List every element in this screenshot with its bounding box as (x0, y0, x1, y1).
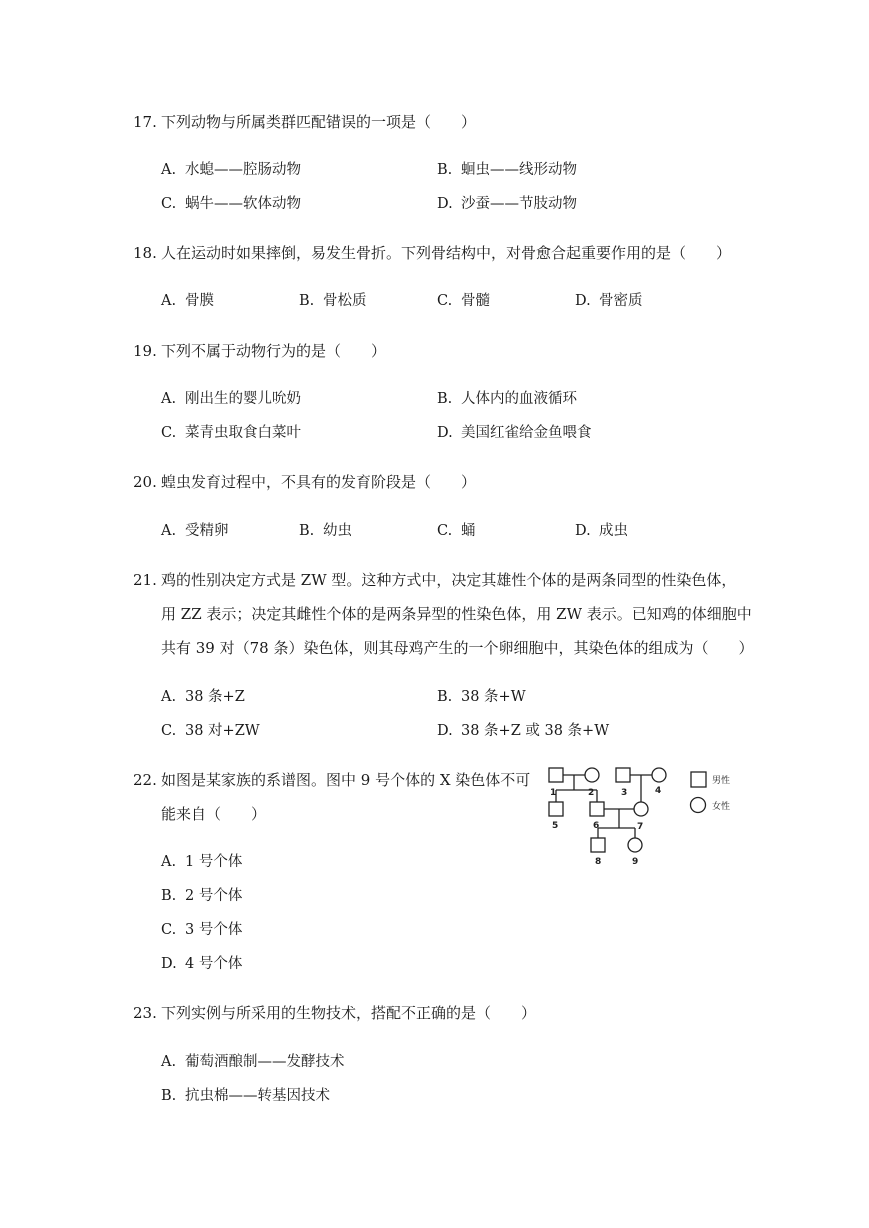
individual-1-male-symbol (549, 768, 563, 782)
option-a (161, 389, 301, 409)
question-stem: 人在运动时如果摔倒，易发生骨折。下列骨结构中，对骨愈合起重要作用的是（ ） (161, 244, 732, 262)
option-text: 38 条+Z 或 38 条+W (461, 723, 610, 739)
option-b (437, 160, 577, 180)
option-c (161, 721, 260, 741)
option-text: 38 条+Z (185, 689, 245, 705)
option-text: 水螅——腔肠动物 (185, 162, 301, 178)
option-c (161, 423, 301, 443)
individual-7-female-symbol (634, 802, 648, 816)
option-d (437, 194, 577, 214)
option-text: 蛔虫——线形动物 (461, 162, 577, 178)
option-d (575, 521, 628, 541)
option-letter: B. (437, 689, 453, 705)
question-stem-line-1: 如图是某家族的系谱图。图中 9 号个体的 X 染色体不可 (161, 771, 531, 789)
option-letter: C. (161, 723, 177, 739)
label-3: 3 (621, 788, 628, 798)
option-text: 4 号个体 (185, 956, 243, 972)
option-text: 骨松质 (323, 293, 367, 309)
option-letter: D. (437, 196, 453, 212)
option-text: 骨密质 (599, 293, 643, 309)
option-b (437, 687, 526, 707)
question-stem: 蝗虫发育过程中，不具有的发育阶段是（ ） (161, 473, 477, 491)
option-a (161, 521, 229, 541)
option-text: 菜青虫取食白菜叶 (185, 425, 301, 441)
option-text: 38 对+ZW (185, 723, 260, 739)
option-d (437, 423, 592, 443)
option-letter: C. (161, 922, 177, 938)
option-letter: B. (437, 391, 453, 407)
option-letter: D. (575, 523, 591, 539)
question-number: 17. (133, 113, 157, 131)
question-20 (133, 472, 476, 492)
question-stem: 下列动物与所属类群匹配错误的一项是（ ） (161, 113, 477, 131)
option-letter: D. (575, 293, 591, 309)
option-letter: B. (299, 523, 315, 539)
question-number: 21. (133, 571, 157, 589)
option-text: 蛹 (461, 523, 476, 539)
option-text: 沙蚕——节肢动物 (461, 196, 577, 212)
option-a (161, 687, 245, 707)
option-text: 抗虫棉——转基因技术 (185, 1088, 330, 1104)
option-text: 美国红雀给金鱼喂食 (461, 425, 592, 441)
option-c (437, 291, 490, 311)
question-number: 19. (133, 342, 157, 360)
option-letter: C. (437, 523, 453, 539)
question-stem-line-1: 鸡的性别决定方式是 ZW 型。这种方式中，决定其雄性个体的是两条同型的性染色体， (161, 571, 737, 589)
option-text: 3 号个体 (185, 922, 243, 938)
question-19 (133, 341, 386, 361)
question-number: 18. (133, 244, 157, 262)
option-text: 刚出生的婴儿吮奶 (185, 391, 301, 407)
option-letter: B. (299, 293, 315, 309)
option-text: 骨膜 (185, 293, 214, 309)
individual-2-female-symbol (585, 768, 599, 782)
label-7: 7 (637, 822, 644, 832)
question-23 (133, 1003, 536, 1023)
option-c (437, 521, 476, 541)
question-stem-line-3: 共有 39 对（78 条）染色体，则其母鸡产生的一个卵细胞中，其染色体的组成为（ ） (161, 639, 754, 657)
label-9: 9 (632, 857, 639, 867)
option-a (161, 160, 301, 180)
legend-male-symbol (691, 772, 706, 787)
label-1: 1 (550, 788, 557, 798)
label-4: 4 (655, 786, 662, 796)
option-text: 2 号个体 (185, 888, 243, 904)
individual-6-male-symbol (590, 802, 604, 816)
option-letter: C. (161, 425, 177, 441)
option-letter: B. (161, 888, 177, 904)
question-number: 22. (133, 771, 157, 789)
option-d (575, 291, 643, 311)
option-b (299, 291, 367, 311)
option-letter: B. (161, 1088, 177, 1104)
option-c (161, 920, 242, 940)
question-22 (133, 770, 530, 790)
option-letter: C. (161, 196, 177, 212)
option-b (161, 1086, 330, 1106)
option-a (161, 1052, 345, 1072)
legend-male-label: 男性 (712, 776, 731, 786)
option-letter: A. (161, 1054, 177, 1070)
option-d (161, 954, 242, 974)
option-letter: A. (161, 391, 177, 407)
option-b (161, 886, 242, 906)
question-number: 20. (133, 473, 157, 491)
option-a (161, 852, 242, 872)
legend-female-label: 女性 (712, 802, 731, 812)
option-d (437, 721, 609, 741)
option-letter: D. (437, 425, 453, 441)
question-17 (133, 112, 476, 132)
label-5: 5 (552, 821, 559, 831)
individual-4-female-symbol (652, 768, 666, 782)
option-letter: A. (161, 162, 177, 178)
legend-female-symbol (691, 798, 706, 813)
label-2: 2 (588, 788, 595, 798)
option-text: 1 号个体 (185, 854, 243, 870)
option-letter: C. (437, 293, 453, 309)
option-text: 受精卵 (185, 523, 229, 539)
individual-9-female-symbol (628, 838, 642, 852)
option-letter: A. (161, 689, 177, 705)
option-c (161, 194, 301, 214)
option-letter: D. (161, 956, 177, 972)
option-text: 人体内的血液循环 (461, 391, 577, 407)
option-a (161, 291, 214, 311)
option-text: 幼虫 (323, 523, 352, 539)
question-stem: 下列实例与所采用的生物技术，搭配不正确的是（ ） (161, 1004, 537, 1022)
option-letter: B. (437, 162, 453, 178)
option-b (437, 389, 577, 409)
individual-5-male-symbol (549, 802, 563, 816)
option-letter: D. (437, 723, 453, 739)
question-18 (133, 243, 731, 263)
question-number: 23. (133, 1004, 157, 1022)
pedigree-chart (545, 762, 755, 874)
option-letter: A. (161, 293, 177, 309)
label-6: 6 (593, 821, 600, 831)
option-letter: A. (161, 523, 177, 539)
question-stem: 下列不属于动物行为的是（ ） (161, 342, 387, 360)
label-8: 8 (595, 857, 602, 867)
option-letter: A. (161, 854, 177, 870)
option-text: 葡萄酒酿制——发酵技术 (185, 1054, 345, 1070)
question-21 (133, 570, 736, 590)
question-stem-line-2: 能来自（ ） (161, 805, 267, 823)
option-text: 骨髓 (461, 293, 490, 309)
option-text: 蜗牛——软体动物 (185, 196, 301, 212)
individual-3-male-symbol (616, 768, 630, 782)
option-b (299, 521, 352, 541)
question-stem-line-2: 用 ZZ 表示；决定其雌性个体的是两条异型的性染色体，用 ZW 表示。已知鸡的体细胞中 (161, 605, 752, 623)
option-text: 成虫 (599, 523, 628, 539)
individual-8-male-symbol (591, 838, 605, 852)
option-text: 38 条+W (461, 689, 526, 705)
